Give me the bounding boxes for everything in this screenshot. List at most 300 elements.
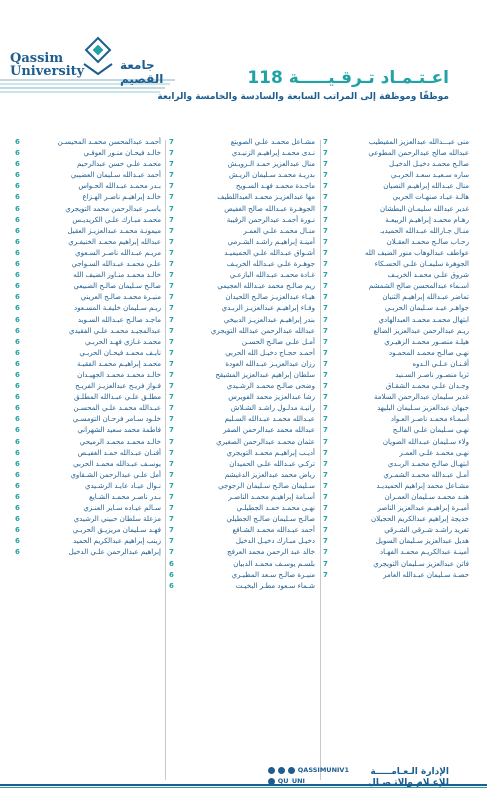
rank-number: 6 <box>15 304 20 313</box>
list-item <box>169 292 315 303</box>
list-item <box>169 492 315 503</box>
employee-name: ولاء سـليمان عبـدالله الصويان <box>382 437 469 446</box>
list-item <box>323 170 469 181</box>
rank-number: 7 <box>169 393 174 402</box>
employee-name: عبدالله محمد عبدالرحمن الصقر <box>223 426 315 435</box>
rank-number: 7 <box>323 215 328 224</box>
employee-name: بـدر ناصـر محمـد الشـايع <box>89 493 161 501</box>
list-item <box>169 514 315 525</box>
employee-name: نهـى صالـح محمـد المحمـود <box>388 348 469 357</box>
snapchat-icon <box>268 778 275 785</box>
employee-name: رهـام محمـد إبراهيـم الربيعـة <box>385 215 469 224</box>
rank-number: 7 <box>323 570 328 579</box>
employee-name: منال عبدالعزيز حمـد الـرويـش <box>227 160 315 169</box>
list-item <box>323 414 469 425</box>
employee-name: أمـل علـي صالـح الحسـن <box>241 337 315 346</box>
employee-name: زينب إبراهيم عبدالكريم الحميد <box>73 537 161 546</box>
rank-number: 7 <box>323 393 328 402</box>
list-item <box>15 337 161 348</box>
rank-number: 7 <box>323 271 328 280</box>
rank-number: 7 <box>323 426 328 435</box>
employee-name: جواهـر عيـد سـليمان الحربـي <box>384 304 469 313</box>
logo-arabic-text: جامعة القصيم <box>120 58 164 86</box>
list-item <box>169 192 315 203</box>
names-column-right <box>323 137 469 581</box>
employee-name: ريـم سـليمان خليفـة المسـعود <box>73 304 161 313</box>
list-item <box>323 381 469 392</box>
logo-latin-text: Qassim University <box>10 51 85 79</box>
rank-number: 7 <box>169 515 174 524</box>
list-item <box>15 170 161 181</box>
rank-number: 7 <box>323 459 328 468</box>
employee-name: مها عبدالعزيـز محمـد العبداللطيف <box>217 193 315 202</box>
rank-number: 7 <box>169 359 174 368</box>
employee-name: محمـد غـازي فهـد الحربـي <box>84 337 161 346</box>
list-item <box>169 159 315 170</box>
rank-number: 7 <box>169 149 174 158</box>
list-item <box>15 303 161 314</box>
list-item <box>323 270 469 281</box>
list-item <box>15 470 161 481</box>
employee-name: إبراهيم عبدالرحمن علـي الدخيل <box>68 548 161 557</box>
list-item <box>15 514 161 525</box>
rank-number: 7 <box>323 337 328 346</box>
employee-name: عواطف عبدالوهاب منور الضيف الله <box>364 248 469 257</box>
rank-number: 6 <box>15 160 20 169</box>
employee-name: دخيـل مبـارك دخيـل الدخيل <box>235 537 315 546</box>
list-item <box>323 459 469 470</box>
employee-name: مريـم عبـدالله ناصـر السـعوي <box>75 248 161 257</box>
list-item <box>323 547 469 558</box>
rank-number: 7 <box>323 404 328 413</box>
rank-number: 7 <box>323 470 328 479</box>
employee-name: جوهـرة علـي عبـدالله الخريـف <box>226 260 315 269</box>
employee-name: عبدالله إبراهيم محمـد الخنيفـري <box>68 237 161 246</box>
rank-number: 6 <box>15 348 20 357</box>
rank-number: 7 <box>323 559 328 568</box>
rank-number: 6 <box>15 237 20 246</box>
employee-name: الجوهـرة عبـدالله صالح الغفيص <box>224 204 315 213</box>
page-subtitle: موظفًا وموظفة إلى المراتب السابعة والسادسة والخامسة والرابعة <box>157 92 449 102</box>
list-item <box>15 181 161 192</box>
list-item <box>169 315 315 326</box>
list-item <box>15 414 161 425</box>
employee-name: ماجـدة محمـد فهـد السـويح <box>235 182 315 191</box>
employee-name: ابتهال محمـد محمـد العبدالهادي <box>378 315 469 324</box>
rank-number: 6 <box>15 526 20 535</box>
rank-number: 6 <box>15 171 20 180</box>
employee-name: غدير عبدالله سليمـان البطشان <box>379 204 469 213</box>
rank-number: 7 <box>169 182 174 191</box>
rank-number: 7 <box>169 448 174 457</box>
employee-name: ريم صالـح محمد عبـدالله العجيمي <box>217 282 315 291</box>
list-item <box>323 536 469 547</box>
list-item <box>323 503 469 514</box>
list-item <box>169 547 315 558</box>
rank-number: 7 <box>323 248 328 257</box>
youtube-icon <box>278 767 285 774</box>
list-item <box>169 570 315 581</box>
list-item <box>169 270 315 281</box>
rank-number: 7 <box>323 260 328 269</box>
employee-name: أشـواق عبـدالله علـي الحميميـد <box>224 248 315 257</box>
employee-name: خالـد محمـد محمـد الجهيـدان <box>77 370 161 379</box>
employee-name: أمينـة إبراهيـم راشـد الشـرمي <box>227 237 315 246</box>
list-item <box>15 525 161 536</box>
list-item <box>169 215 315 226</box>
names-list <box>0 137 487 777</box>
rank-number: 6 <box>15 504 20 513</box>
employee-name: ساره سـعيـد سعـد الحربـي <box>390 171 469 180</box>
list-item <box>323 448 469 459</box>
list-item <box>323 425 469 436</box>
rank-number: 7 <box>169 504 174 513</box>
rank-number: 7 <box>169 171 174 180</box>
employee-name: تماضر عبـدالله إبراهيـم الثنيان <box>382 293 469 302</box>
list-item <box>323 403 469 414</box>
employee-name: محمـد مبـارك علـي الكريديـس <box>72 215 161 224</box>
rank-number: 7 <box>323 138 328 146</box>
social-handles <box>268 765 349 787</box>
list-item <box>323 525 469 536</box>
employee-name: صالـح سـليمان صالـح الجطيلي <box>226 515 315 524</box>
employee-name: وضحى صالـح محمـد الرشـيدي <box>226 382 315 391</box>
list-item <box>169 459 315 470</box>
employee-name: بدريـة محمـد سـليمان الريـش <box>229 171 315 180</box>
list-item <box>323 292 469 303</box>
employee-name: عبدالمجيـد محمـد علـي الفقيدي <box>69 326 161 335</box>
rank-number: 6 <box>15 548 20 557</box>
rank-number: 6 <box>15 215 20 224</box>
employee-name: بـدر محمـد عبـدالله الحـواس <box>78 182 161 191</box>
rank-number: 6 <box>15 370 20 379</box>
rank-number: 6 <box>15 138 20 146</box>
employee-name: هيـاء عبدالعزيـز صالـح اللحيدان <box>225 293 315 302</box>
list-item <box>15 226 161 237</box>
rank-number: 7 <box>323 282 328 291</box>
employee-name: تركـي عبـدالله علـي الحميدان <box>229 459 315 468</box>
instagram-icon <box>288 767 295 774</box>
employee-name: وجـدان علـي محمـد الشقـاق <box>385 382 469 391</box>
list-item <box>15 281 161 292</box>
list-item <box>15 503 161 514</box>
list-item <box>169 425 315 436</box>
list-item <box>323 470 469 481</box>
employee-name: سلطان إبراهيم عبدالعزيز المشيقح <box>215 370 315 379</box>
rank-number: 6 <box>15 226 20 235</box>
list-item <box>169 337 315 348</box>
employee-name: ابتهـال صالـح محمـد الربـدي <box>387 459 469 468</box>
employee-name: مزعلة سلطان حبيني الرشيدي <box>73 515 161 524</box>
rank-number: 6 <box>15 493 20 501</box>
rank-number: 6 <box>169 559 174 568</box>
employee-name: سـالم عيـاده سـاير العنـزي <box>83 504 161 513</box>
rank-number: 7 <box>323 448 328 457</box>
footer <box>0 766 487 800</box>
rank-number: 6 <box>15 404 20 413</box>
rank-number: 6 <box>15 515 20 524</box>
rank-number: 7 <box>169 304 174 313</box>
list-item <box>323 159 469 170</box>
rank-number: 7 <box>323 326 328 335</box>
list-item <box>169 326 315 337</box>
rank-number: 7 <box>169 138 174 146</box>
rank-number: 7 <box>169 237 174 246</box>
list-item <box>169 259 315 270</box>
rank-number: 7 <box>169 315 174 324</box>
rank-number: 7 <box>323 160 328 169</box>
list-item <box>323 148 469 159</box>
list-item <box>15 204 161 215</box>
rank-number: 7 <box>169 337 174 346</box>
list-item <box>15 437 161 448</box>
employee-name: خالـد فيحـان منـور العوفـي <box>83 149 161 158</box>
rank-number: 7 <box>169 426 174 435</box>
list-item <box>169 381 315 392</box>
list-item <box>169 303 315 314</box>
employee-name: مشـاعل محمـد علـي الصويتع <box>230 138 315 146</box>
rank-number: 7 <box>169 348 174 357</box>
employee-name: علـي محمـد عبـدالله السـواجي <box>71 260 161 269</box>
rank-number: 7 <box>169 193 174 202</box>
employee-name: اسـماء عبدالمحسن صالح الشمشم <box>368 282 469 291</box>
employee-name: شروق علـي محمـد الخريـف <box>387 271 469 280</box>
list-item <box>323 437 469 448</box>
list-item <box>169 536 315 547</box>
list-item <box>169 348 315 359</box>
rank-number: 7 <box>323 237 328 246</box>
list-item <box>15 348 161 359</box>
list-item <box>15 425 161 436</box>
page-title: اعـتـمـاد تـرقـيـــــة 118 <box>247 68 449 88</box>
employee-name: هيلـة منصـور محمـد الزهيـري <box>384 337 469 346</box>
rank-number: 7 <box>169 204 174 213</box>
list-item <box>323 281 469 292</box>
column-divider <box>320 140 321 780</box>
list-item <box>15 459 161 470</box>
list-item <box>15 370 161 381</box>
employee-name: نـورة أحمـد عبدالرحمن الرقيبة <box>226 215 315 224</box>
employee-name: منال عبـدالله إبراهيـم النصيان <box>383 182 469 191</box>
list-item <box>323 259 469 270</box>
employee-name: سـليمان صالـح سـليمان الرجوجي <box>218 481 315 490</box>
rank-number: 7 <box>323 370 328 379</box>
list-item <box>15 270 161 281</box>
rank-number: 7 <box>323 537 328 546</box>
social-handle-row[interactable] <box>268 776 349 787</box>
employee-name: صالـح سـليمان صالـح الضبيعي <box>73 282 161 291</box>
list-item <box>169 470 315 481</box>
employee-name: خالـد محمـد محمـد الرميحي <box>79 437 161 446</box>
employee-name: ميمونـة محمـد عبدالعزيـز العقيل <box>67 226 161 235</box>
list-item <box>15 381 161 392</box>
list-item <box>323 337 469 348</box>
employee-name: هنـد محمـد سـليمان العمـران <box>384 493 469 501</box>
rank-number: 7 <box>169 382 174 391</box>
list-item <box>15 326 161 337</box>
list-item <box>323 481 469 492</box>
list-item <box>169 170 315 181</box>
rank-number: 6 <box>169 581 174 590</box>
employee-name: جيهان عبدالعزيز سـليمان البليهد <box>377 404 469 413</box>
names-column-left <box>15 137 161 559</box>
list-item <box>15 315 161 326</box>
list-item <box>323 303 469 314</box>
logo-mark-icon <box>80 34 116 78</box>
rank-number: 7 <box>323 504 328 513</box>
rank-number: 7 <box>323 204 328 213</box>
list-item <box>169 237 315 248</box>
list-item <box>323 192 469 203</box>
employee-name: محمـد إبراهيـم محمـد الفقيـة <box>76 359 161 368</box>
employee-name: أحمـد حجـاج دخيـل الله الحربي <box>225 348 315 357</box>
employee-name: خالـد محمـد منـاور الضيف الله <box>73 271 161 280</box>
list-item <box>15 248 161 259</box>
employee-name: خالد عبد الرحمن محمد العرفج <box>227 548 315 557</box>
twitter-icon <box>268 767 275 774</box>
employee-name: بلسـم يوسـف محمـد الدبيان <box>233 559 315 568</box>
rank-number: 6 <box>15 459 20 468</box>
employee-name: منـال جـارالله عبـدالله الحميديـ <box>380 226 469 235</box>
employee-name: أمينـة عبدالكريـم محمـد الفهـاد <box>379 548 469 557</box>
employee-name: نهـى محمـد علـي العمـر <box>399 448 469 457</box>
rank-number: 7 <box>323 382 328 391</box>
employee-name: غـادة محمـد عبـدالله البازعـي <box>229 271 315 280</box>
list-item <box>169 181 315 192</box>
rank-number: 7 <box>323 304 328 313</box>
rank-number: 7 <box>323 526 328 535</box>
employee-name: رحـاب صالـح محمـد العقـلان <box>386 237 469 246</box>
rank-number: 6 <box>15 415 20 424</box>
rank-number: 6 <box>15 437 20 446</box>
employee-name: هالـة عيـاد صنهـات الحربي <box>392 193 469 202</box>
employee-name: فاطمة محمد سعيد الشهراني <box>77 426 161 435</box>
handle-text: QU_UNI <box>277 777 305 785</box>
employee-name: مشـاعل محمد إبراهيم الحميديـد <box>376 481 469 490</box>
list-item <box>323 370 469 381</box>
employee-name: وفـاء إبراهيـم عبدالعزيـز الربـدي <box>221 304 315 313</box>
list-item <box>323 326 469 337</box>
rank-number: 6 <box>15 260 20 269</box>
list-item <box>323 570 469 581</box>
list-item <box>169 525 315 536</box>
rank-number: 7 <box>169 260 174 269</box>
list-item <box>169 281 315 292</box>
rank-number: 6 <box>15 293 20 302</box>
employee-name: هديل عبدالعزيز سـليمان السويل <box>375 537 469 546</box>
employee-name: نـدى محمـد إبراهيـم الزنيـدي <box>231 149 315 158</box>
employee-name: حصـة سـليمان عبـدالله العامر <box>383 570 469 579</box>
handle-text: QASSIMUNIV1 <box>297 766 349 774</box>
employee-name: نايـف محمـد فيحـان الحربـي <box>79 348 161 357</box>
list-item <box>323 559 469 570</box>
employee-name: أسمـاء محمـد ناصـر العـواد <box>390 415 469 424</box>
rank-number: 7 <box>169 271 174 280</box>
list-item <box>15 536 161 547</box>
header <box>0 0 487 120</box>
list-item <box>169 448 315 459</box>
list-item <box>169 204 315 215</box>
rank-number: 6 <box>15 271 20 280</box>
employee-name: خلـود سـامر فرحـان التومسـي <box>72 415 161 424</box>
list-item <box>15 215 161 226</box>
rank-number: 7 <box>169 526 174 535</box>
rank-number: 6 <box>15 393 20 402</box>
employee-name: أفنـان عبـدالله حمـد الغفيـص <box>77 448 161 457</box>
employee-name: ماجـد صالـح عبـدالله السـويد <box>77 315 161 324</box>
list-item <box>15 159 161 170</box>
list-item <box>15 259 161 270</box>
department-name: الإدارة الـعـامـــــة للإعـلام والاتـصـال <box>368 767 449 788</box>
employee-name: صالـح محمـد دخيـل الدخيـل <box>389 160 469 169</box>
list-item <box>169 581 315 592</box>
employee-name: خالـد إبراهيـم ناصـر الهـزاع <box>82 193 161 202</box>
list-item <box>169 403 315 414</box>
list-item <box>15 137 161 148</box>
list-item <box>169 437 315 448</box>
employee-name: أحمد عبـدالله محمـد الشـافع <box>232 526 315 535</box>
rank-number: 7 <box>323 493 328 501</box>
employee-name: أمل علـي عبدالرحمن الشـقاوي <box>70 470 161 479</box>
list-item <box>323 514 469 525</box>
rank-number: 7 <box>323 293 328 302</box>
list-item <box>15 359 161 370</box>
rank-number: 6 <box>15 481 20 490</box>
rank-number: 6 <box>15 182 20 191</box>
list-item <box>15 192 161 203</box>
rank-number: 6 <box>15 204 20 213</box>
rank-number: 7 <box>169 481 174 490</box>
rank-number: 7 <box>323 437 328 446</box>
rank-number: 7 <box>169 370 174 379</box>
employee-name: الجوهرة سليمـان علـي الحسـكاء <box>374 260 469 269</box>
rank-number: 7 <box>323 481 328 490</box>
list-item <box>323 204 469 215</box>
rank-number: 6 <box>15 326 20 335</box>
employee-name: محمـد علـي حسن عبدالرحيم <box>77 160 161 169</box>
employee-name: منـال محمـد علـي العمـر <box>243 226 315 235</box>
list-item <box>323 315 469 326</box>
list-item <box>169 503 315 514</box>
social-handle-row[interactable] <box>268 765 349 776</box>
university-logo <box>10 22 170 92</box>
employee-name: شـماء سـعود مطـر البخيـت <box>235 581 315 590</box>
list-item <box>169 148 315 159</box>
rank-number: 7 <box>169 437 174 446</box>
employee-name: أفـنـان عـلـي الـدوه <box>412 359 469 368</box>
employee-name: نهـى محمـد حمـد الجطيلـي <box>236 504 315 513</box>
rank-number: 6 <box>15 149 20 158</box>
employee-name: منى عبـــدالله عبدالعزيز المقيطيب <box>368 138 469 146</box>
employee-name: أحمد عبـدالله سـليمان العضيبي <box>70 171 161 180</box>
employee-name: فهـد سـليمان مريزيـق الحربـي <box>72 526 161 535</box>
employee-name: أديـب إبراهيـم محمـد التويجري <box>226 448 315 457</box>
list-item <box>169 392 315 403</box>
rank-number: 6 <box>169 570 174 579</box>
employee-name: غدير سليمان عبدالرحمن السلامة <box>373 393 469 402</box>
rank-number: 7 <box>323 359 328 368</box>
rank-number: 7 <box>323 515 328 524</box>
employee-name: خديجة إبراهيم عبدالكريم الحجيلان <box>371 515 469 524</box>
list-item <box>323 492 469 503</box>
rank-number: 7 <box>169 215 174 224</box>
list-item <box>169 359 315 370</box>
rank-number: 6 <box>15 337 20 346</box>
rank-number: 7 <box>323 415 328 424</box>
rank-number: 6 <box>15 426 20 435</box>
rank-number: 7 <box>169 326 174 335</box>
employee-name: مطلـق علـي عبـدالله المطلـق <box>74 393 161 402</box>
